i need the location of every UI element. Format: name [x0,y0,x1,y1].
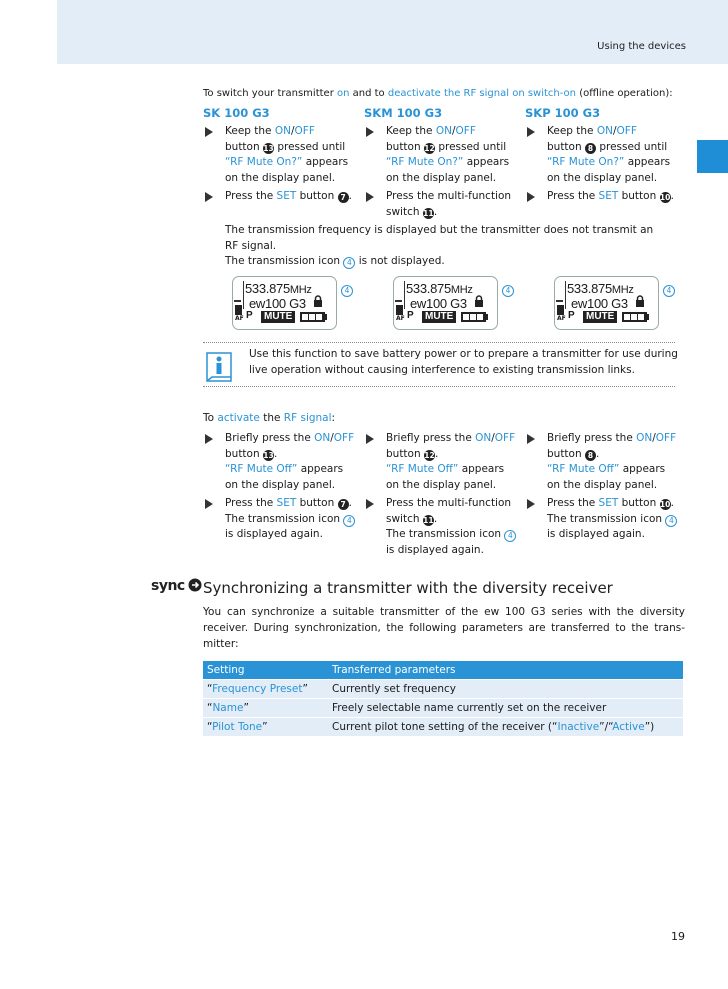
step-press-multifunction-again-skm: Press the multi-function switch 11. The transmission icon 4 is displayed again. [386,496,516,558]
column-heading-sk: SK 100 G3 [203,106,270,120]
step-keep-pressed-sk: Keep the ON/OFF button 13 pressed until “RF Mute On?” appears on the display panel. [225,125,349,184]
bullet-arrow-icon [205,127,213,137]
bullet-arrow-icon [366,499,374,509]
table-row: “Pilot Tone” Current pilot tone setting of the receiver (“Inactive”/“Active”) [203,718,683,736]
table-header-row [203,661,683,679]
lock-icon [474,295,484,307]
step-keep-pressed-skm: Keep the ON/OFF button 12 pressed until “RF Mute On?” appears on the display panel. [386,125,510,184]
lcd-display-skm: 533.875MHz ew100 G3 AF P MUTE [393,276,498,330]
page-header-band [57,0,728,64]
column-heading-skm: SKM 100 G3 [364,106,443,120]
bullet-arrow-icon [527,499,535,509]
bullet-arrow-icon [366,192,374,202]
info-text: Use this function to save battery power or to prepare a transmitter for use during live operation without causing interference to existing transmission links. [249,348,678,376]
mute-indicator: MUTE [422,311,456,323]
bullet-arrow-icon [527,127,535,137]
bullet-arrow-icon [205,192,213,202]
page-number: 19 [671,930,685,943]
lock-icon [635,295,645,307]
sync-paragraph: You can synchronize a suitable transmitter of the ew 100 G3 series with the diversity receiver. During synchronization, the following parameters are transferred to the trans-mitter: [203,606,685,650]
divider [203,342,675,343]
transmission-note: The transmission frequency is displayed but the transmitter does not transmit an RF signal. The transmission icon 4 is not displayed. [225,224,654,267]
battery-icon [461,312,486,322]
mute-indicator: MUTE [583,311,617,323]
bullet-arrow-icon [527,192,535,202]
step-press-set-again-skp: Press the SET button 10. The transmission icon 4 is displayed again. [547,496,677,543]
callout-4: 4 [502,285,514,297]
step-brief-press-skp: Briefly press the ON/OFF button 8 . “RF Mute Off” appears on the display panel. [547,432,677,491]
intro-line: To switch your transmitter on and to deactivate the RF signal on switch-on (offline operation): [203,88,673,99]
step-brief-press-skm: Briefly press the ON/OFF button 12. “RF Mute Off” appears on the display panel. [386,432,516,491]
sync-logo: sync [151,578,202,598]
info-icon [206,352,233,384]
step-press-multifunction-skm: Press the multi-function switch 11. [386,190,512,218]
section-heading-synchronizing: Synchronizing a transmitter with the diversity receiver [203,579,613,597]
lcd-display-sk: 533.875MHz ew100 G3 AF P MUTE [232,276,337,330]
chapter-tab-marker [697,140,728,173]
table-row: “Name” Freely selectable name currently set on the receiver [203,699,683,717]
bullet-arrow-icon [366,127,374,137]
sync-arrow-icon [188,578,202,592]
mute-indicator: MUTE [261,311,295,323]
table-header-params: Transferred parameters [328,661,683,679]
callout-4: 4 [663,285,675,297]
lcd-display-skp: 533.875MHz ew100 G3 AF P MUTE [554,276,659,330]
parameters-table [203,660,683,737]
step-press-set-again-sk: Press the SET button 7 . The transmission icon 4 is displayed again. [225,496,355,543]
bullet-arrow-icon [527,434,535,444]
table-header-setting: Setting [203,661,328,679]
battery-icon [300,312,325,322]
step-press-set-skp: Press the SET button 10. [547,190,674,202]
callout-4: 4 [341,285,353,297]
activate-intro: To activate the RF signal: [203,412,336,424]
battery-icon [622,312,647,322]
step-keep-pressed-skp: Keep the ON/OFF button 8 pressed until “RF Mute On?” appears on the display panel. [547,125,671,184]
divider [203,386,675,387]
bullet-arrow-icon [205,499,213,509]
bullet-arrow-icon [205,434,213,444]
step-press-set-sk: Press the SET button 7 . [225,190,352,202]
lock-icon [313,295,323,307]
step-brief-press-sk: Briefly press the ON/OFF button 13. “RF Mute Off” appears on the display panel. [225,432,355,491]
column-heading-skp: SKP 100 G3 [525,106,601,120]
bullet-arrow-icon [366,434,374,444]
section-title: Using the devices [597,41,686,52]
table-row: “Frequency Preset” Currently set frequency [203,680,683,698]
